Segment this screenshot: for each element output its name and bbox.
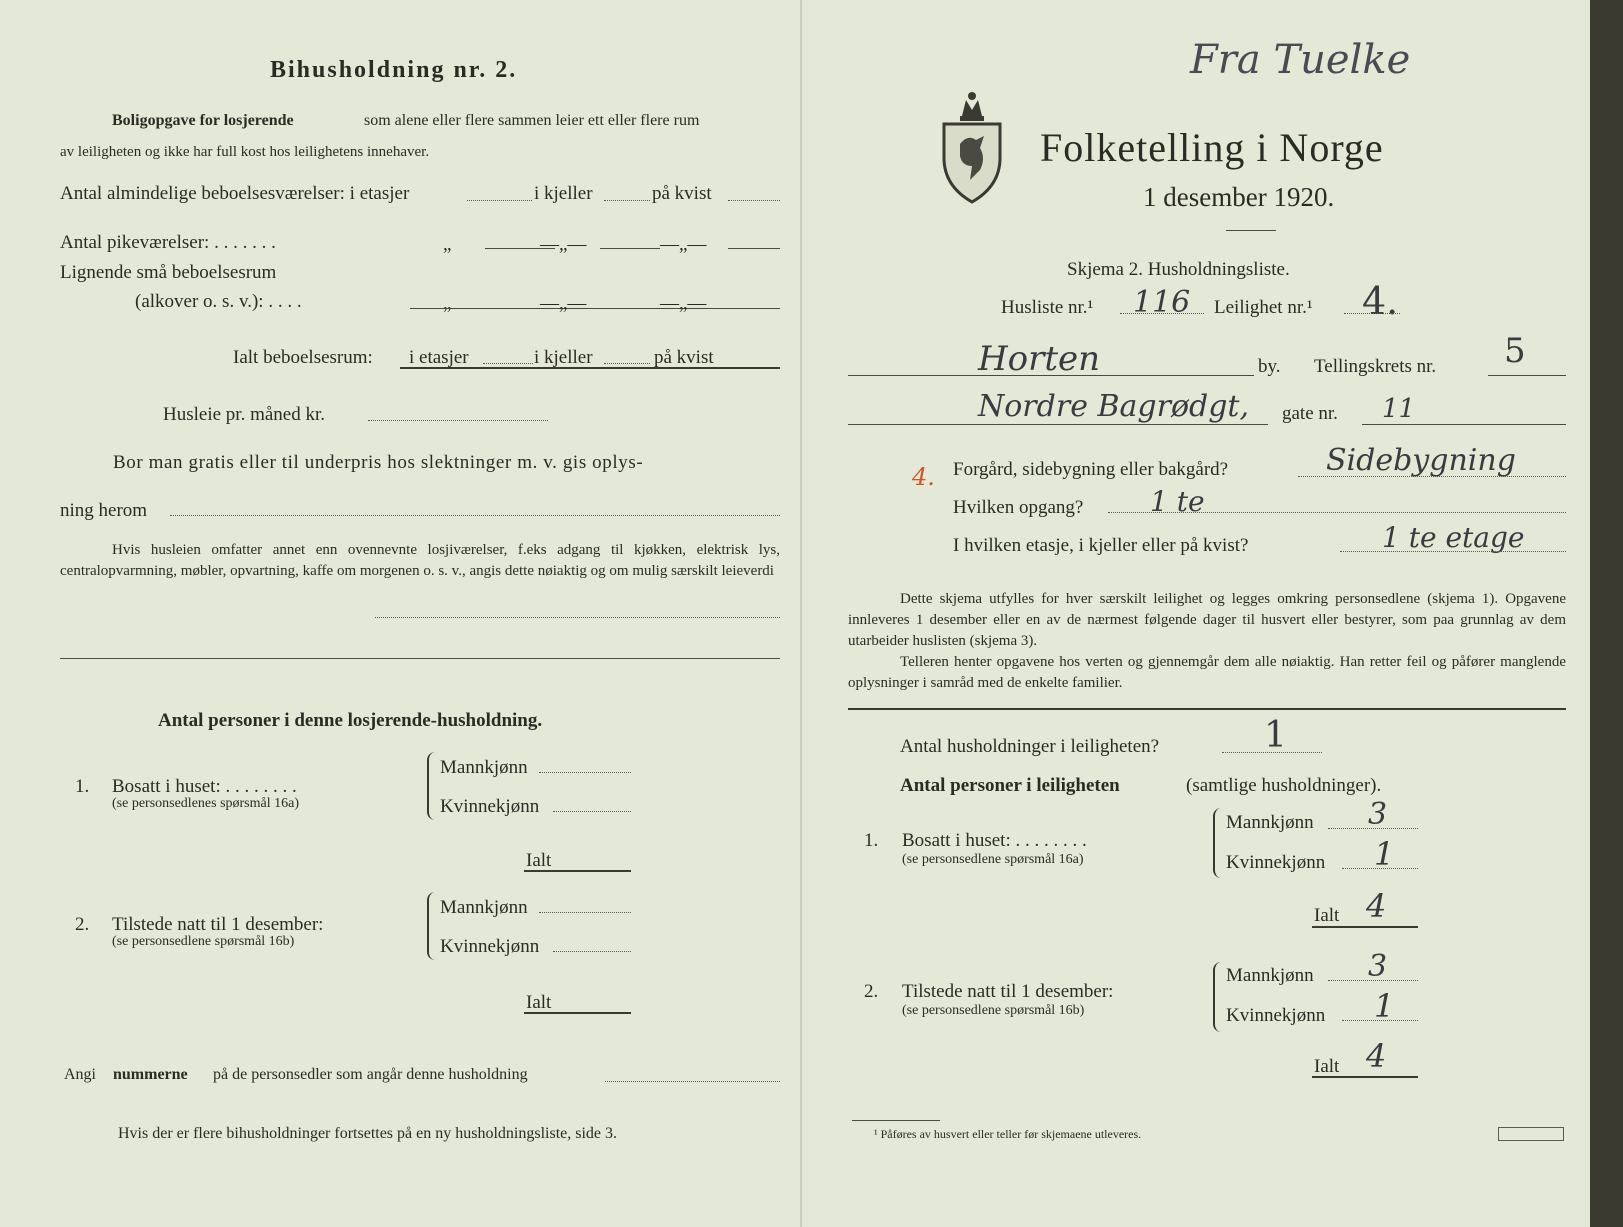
printer-stamp-icon [1498, 1127, 1564, 1141]
lignende-field-line[interactable] [410, 308, 780, 309]
lignende-label-1: Lignende små beboelsesrum [60, 262, 277, 283]
pike-ditto-2: —„— [540, 234, 587, 255]
forgaard-label: Forgård, sidebygning eller bakgård? [953, 459, 1229, 480]
coat-of-arms-icon [940, 86, 1004, 206]
left-q1-ialt-label: Ialt [526, 850, 552, 871]
lignende-ditto: „ [443, 293, 452, 314]
rooms-kvist-field[interactable] [728, 200, 780, 201]
signature: Fra Tuelke [1190, 37, 1411, 83]
tellingskrets-value[interactable]: 5 [1504, 331, 1526, 371]
right-q2-kvinne-label: Kvinnekjønn [1226, 1005, 1326, 1026]
ialt-kjeller-field[interactable] [604, 363, 650, 364]
left-q2-ialt-field[interactable] [524, 1012, 631, 1014]
right-q1-ialt-field [1312, 926, 1418, 928]
gate-nr-field [1362, 424, 1566, 425]
angi-word: Angi [64, 1066, 96, 1083]
left-q1-kvinne-label: Kvinnekjønn [440, 796, 540, 817]
right-q2-number: 2. [864, 981, 879, 1002]
by-field [848, 375, 1254, 376]
husleie-label: Husleie pr. måned kr. [163, 404, 325, 425]
pike-kvist-field[interactable] [728, 248, 780, 249]
left-q2-label: Tilstede natt til 1 desember: [112, 914, 324, 935]
left-q2-kvinne-label: Kvinnekjønn [440, 936, 540, 957]
right-q1-ialt-label: Ialt [1314, 905, 1340, 926]
bor-line-1: Bor man gratis eller til underpris hos slektninger m. v. gis oplys- [113, 452, 644, 473]
scan-edge [1590, 0, 1623, 1227]
etasje-label: I hvilken etasje, i kjeller eller på kvist? [953, 535, 1249, 556]
right-q2-mann-value[interactable]: 3 [1368, 949, 1388, 984]
left-q1-mann-label: Mannkjønn [440, 757, 528, 778]
footnote: ¹ Påføres av husvert eller teller før skjemaene utleveres. [874, 1127, 1142, 1141]
right-q2-kvinne-value[interactable]: 1 [1374, 987, 1395, 1025]
lignende-ditto-3: —„— [660, 293, 707, 314]
pike-ditto: „ [443, 234, 452, 255]
left-q2-mann-label: Mannkjønn [440, 897, 528, 918]
etasje-field [1340, 551, 1566, 552]
angi-bold: nummerne [113, 1066, 188, 1083]
rooms-label: Antal almindelige beboelsesværelser: i etasjer [60, 183, 410, 204]
etasje-value[interactable]: 1 te etage [1382, 521, 1525, 554]
bor-field[interactable] [170, 515, 780, 516]
footnote-rule [852, 1120, 940, 1121]
gate-nr-value[interactable]: 11 [1382, 394, 1416, 424]
antal-hush-field [1222, 752, 1322, 753]
pike-kjeller-field[interactable] [600, 248, 660, 249]
ialt-i-kjeller: i kjeller [534, 347, 593, 368]
hvis-paragraph: Hvis husleien omfatter annet enn ovennevnte losjiværelser, f.eks adgang til kjøkken, elektrisk lys, centralopvarmning, møbler, opvartning, kaffe om morgenen o. s. v., angis dette nøiaktig og om mulig særskilt leieverdi [60, 542, 780, 579]
leilighet-value[interactable]: 4. [1362, 279, 1399, 323]
lignende-label-2: (alkover o. s. v.): . . . . [135, 291, 302, 312]
right-q1-kvinne-value[interactable]: 1 [1374, 835, 1395, 873]
opgang-field [1108, 512, 1566, 513]
leieverdi-field-2[interactable] [60, 658, 780, 659]
left-q1-label: Bosatt i huset: . . . . . . . . [112, 776, 297, 797]
pike-ditto-3: —„— [660, 234, 707, 255]
right-q1-ialt-value[interactable]: 4 [1366, 887, 1387, 925]
forgaard-field [1298, 476, 1566, 477]
angi-field[interactable] [605, 1081, 780, 1082]
husliste-field [1120, 313, 1204, 314]
left-q2-ialt-label: Ialt [526, 992, 552, 1013]
antal-hush-value[interactable]: 1 [1264, 715, 1287, 756]
antal-hush-label: Antal husholdninger i leiligheten? [900, 736, 1160, 757]
left-q2-kvinne-field[interactable] [553, 951, 631, 952]
forgaard-value[interactable]: Sidebygning [1326, 443, 1516, 478]
right-title: Folketelling i Norge [1040, 125, 1384, 170]
intro-bold: Boligopgave for losjerende [112, 112, 294, 129]
ialt-beboelsesrum-label: Ialt beboelsesrum: [233, 347, 373, 368]
left-q1-sub: (se personsedlenes spørsmål 16a) [112, 796, 300, 811]
leilighet-field [1344, 313, 1400, 314]
leilighet-label: Leilighet nr.¹ [1214, 297, 1313, 318]
right-q1-label: Bosatt i huset: . . . . . . . . [902, 830, 1087, 851]
right-q2-kvinne-field [1342, 1020, 1418, 1021]
info-divider [848, 708, 1566, 710]
ialt-underline [400, 367, 780, 369]
angi-rest: på de personsedler som angår denne husholdning [213, 1066, 528, 1083]
left-q1-mann-field[interactable] [539, 772, 631, 773]
left-antal-heading: Antal personer i denne losjerende-husholdning. [158, 710, 543, 731]
husliste-value[interactable]: 116 [1133, 285, 1191, 320]
intro-line2: av leiligheten og ikke har full kost hos leilighetens innehaver. [60, 144, 430, 160]
antal-pers-bold: Antal personer i leiligheten [900, 775, 1120, 796]
left-q1-kvinne-field[interactable] [553, 811, 631, 812]
gate-label: gate nr. [1282, 403, 1338, 424]
left-q2-number: 2. [75, 914, 90, 935]
pike-label: Antal pikeværelser: . . . . . . . [60, 232, 276, 253]
ialt-etasjer-field[interactable] [483, 363, 533, 364]
right-q1-mann-field [1328, 828, 1418, 829]
rooms-kjeller-field[interactable] [604, 200, 650, 201]
rooms-etasjer-field[interactable] [467, 200, 532, 201]
tellingskrets-field [1488, 375, 1566, 376]
intro-rest: som alene eller flere sammen leier ett eller flere rum [364, 112, 700, 129]
right-q1-kvinne-field [1342, 868, 1418, 869]
left-q2-sub: (se personsedlene spørsmål 16b) [112, 934, 295, 949]
ialt-paa-kvist: på kvist [654, 347, 714, 368]
by-value[interactable]: Horten [978, 339, 1101, 379]
tellingskrets-label: Tellingskrets nr. [1314, 356, 1437, 377]
husliste-label: Husliste nr.¹ [1001, 297, 1094, 318]
skjema-label: Skjema 2. Husholdningsliste. [1067, 259, 1290, 280]
right-q2-ialt-field [1312, 1076, 1418, 1078]
right-q1-kvinne-label: Kvinnekjønn [1226, 852, 1326, 873]
right-q1-mann-label: Mannkjønn [1226, 812, 1314, 833]
info-paragraph-1: Dette skjema utfylles for hver særskilt leilighet og legges omkring personsedlene (skjema 1). Opgavene innleveres 1 desember eller en av de nærmest følgende dager til husvert eller bestyrer, som paa grunnlag av dem utarbeider huslisten (skjema 3). [848, 591, 1566, 649]
left-q2-mann-field[interactable] [539, 912, 631, 913]
leieverdi-field[interactable] [375, 617, 780, 618]
info-paragraph-2: Telleren henter opgavene hos verten og gjennemgår dem alle nøiaktig. Han retter feil og påfører manglende oplysninger i samråd med de enkelte familier. [848, 654, 1566, 691]
right-q2-ialt-label: Ialt [1314, 1056, 1340, 1077]
right-date: 1 desember 1920. [1143, 182, 1335, 212]
right-q2-label: Tilstede natt til 1 desember: [902, 981, 1114, 1002]
right-q2-brace [1213, 962, 1223, 1032]
ialt-i-etasjer: i etasjer [409, 347, 469, 368]
rooms-paa-kvist: på kvist [652, 183, 712, 204]
right-q2-mann-field [1328, 980, 1418, 981]
left-title: Bihusholdning nr. 2. [270, 57, 518, 83]
right-q1-mann-value[interactable]: 3 [1368, 797, 1388, 832]
right-q2-mann-label: Mannkjønn [1226, 965, 1314, 986]
right-q2-ialt-value[interactable]: 4 [1366, 1037, 1387, 1075]
left-q1-number: 1. [75, 776, 90, 797]
right-q1-sub: (se personsedlene spørsmål 16a) [902, 852, 1084, 867]
right-q1-number: 1. [864, 830, 879, 851]
bor-line-2: ning herom [60, 500, 148, 521]
left-footer: Hvis der er flere bihusholdninger fortsettes på en ny husholdningsliste, side 3. [118, 1125, 618, 1142]
title-rule [1226, 230, 1276, 231]
left-q1-ialt-field[interactable] [524, 870, 631, 872]
left-q2-brace [427, 892, 437, 960]
by-label: by. [1258, 356, 1281, 377]
margin-mark: 4. [912, 463, 935, 491]
antal-pers-rest: (samtlige husholdninger). [1186, 775, 1382, 796]
rooms-i-kjeller: i kjeller [534, 183, 593, 204]
opgang-label: Hvilken opgang? [953, 497, 1084, 518]
husleie-field[interactable] [368, 420, 548, 421]
opgang-value[interactable]: 1 te [1150, 485, 1205, 518]
right-q1-brace [1213, 808, 1223, 878]
lignende-ditto-2: —„— [540, 293, 587, 314]
right-q2-sub: (se personsedlene spørsmål 16b) [902, 1003, 1085, 1018]
left-q1-brace [427, 752, 437, 820]
gate-value[interactable]: Nordre Bagrødgt, [978, 389, 1250, 424]
center-fold [800, 0, 802, 1227]
gate-field [848, 424, 1268, 425]
